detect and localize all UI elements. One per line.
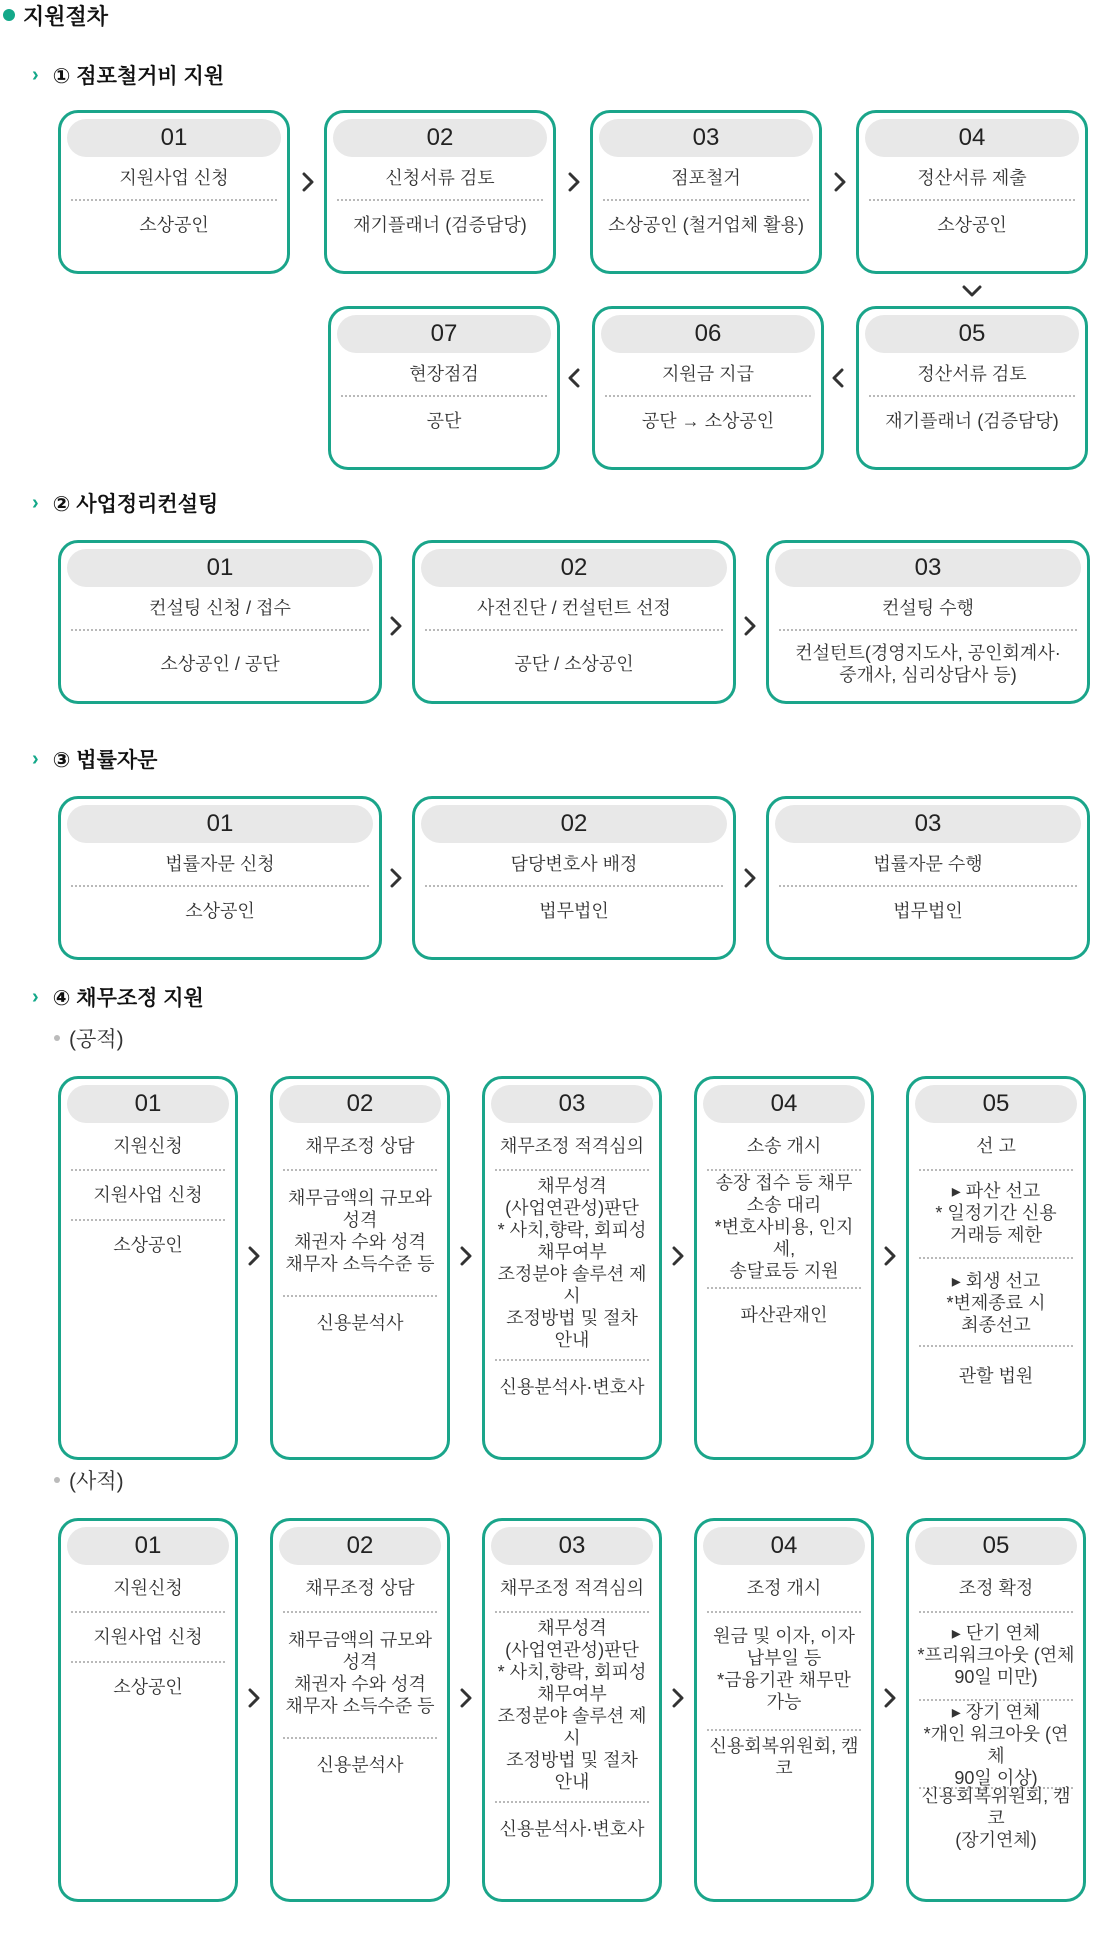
chevron-left-icon xyxy=(562,363,586,393)
chevron-right-icon xyxy=(242,1683,266,1713)
subsection-label-text: (공적) xyxy=(69,1028,124,1051)
step-number: 05 xyxy=(865,315,1079,353)
subsection-label-private xyxy=(54,1465,124,1495)
process-step-card xyxy=(766,540,1090,704)
step-who: 소상공인 xyxy=(113,1235,183,1255)
process-step-card xyxy=(324,110,556,274)
step-number: 04 xyxy=(865,119,1079,157)
step-who: 신용분석사·변호사 xyxy=(499,1819,645,1839)
process-step-card xyxy=(694,1518,874,1902)
step-number: 02 xyxy=(421,805,727,843)
step-task: 채무조정 적격심의 xyxy=(499,1136,645,1156)
dotted-divider xyxy=(707,1729,861,1731)
step-number: 01 xyxy=(67,549,373,587)
chevron-right-icon xyxy=(562,167,586,197)
page-title xyxy=(0,0,108,30)
step-who: 법무법인 xyxy=(893,901,963,921)
bullet-dot-icon xyxy=(3,9,15,21)
dotted-divider xyxy=(919,1169,1073,1171)
process-step-card xyxy=(58,110,290,274)
step-detail: 송장 접수 등 채무 소송 대리 *변호사비용, 인지세, 송달료등 지원 xyxy=(714,1173,854,1281)
step-task: 지원금 지급 xyxy=(662,364,754,384)
process-step-card xyxy=(270,1076,450,1460)
step-who: 공단 xyxy=(426,411,462,431)
step-task: 채무조정 상담 xyxy=(305,1578,415,1598)
dotted-divider xyxy=(707,1611,861,1613)
step-who: 공단 → 소상공인 xyxy=(641,411,775,431)
process-step-card xyxy=(694,1076,874,1460)
dotted-divider xyxy=(341,395,547,397)
step-who: 소상공인 xyxy=(185,901,255,921)
dotted-divider xyxy=(71,1661,225,1663)
process-step-card xyxy=(592,306,824,470)
section-title-1 xyxy=(32,60,224,90)
dotted-divider xyxy=(71,1169,225,1171)
step-number: 01 xyxy=(67,119,281,157)
step-task: 조정 확정 xyxy=(958,1578,1034,1598)
dotted-divider xyxy=(283,1611,437,1613)
step-detail: ▸ 파산 선고 * 일정기간 신용 거래등 제한 xyxy=(935,1181,1057,1245)
chevron-right-icon: › xyxy=(32,985,39,1008)
step-task: 소송 개시 xyxy=(746,1136,822,1156)
step-number: 01 xyxy=(67,1085,229,1123)
step-number: 02 xyxy=(333,119,547,157)
step-detail: 지원사업 신청 xyxy=(93,1627,203,1647)
step-detail: 지원사업 신청 xyxy=(93,1185,203,1205)
chevron-right-icon xyxy=(384,611,408,641)
dotted-divider xyxy=(869,395,1075,397)
step-number: 06 xyxy=(601,315,815,353)
step-task: 법률자문 수행 xyxy=(873,854,983,874)
step-task: 점포철거 xyxy=(671,168,741,188)
dotted-divider xyxy=(283,1169,437,1171)
step-number: 07 xyxy=(337,315,551,353)
bullet-dot-icon xyxy=(54,1035,60,1041)
section-title-text: ④ 채무조정 지원 xyxy=(52,987,204,1010)
dotted-divider xyxy=(425,885,723,887)
step-who: 소상공인 xyxy=(937,215,1007,235)
step-detail: 원금 및 이자, 이자 납부일 등 *금융기관 채무만 가능 xyxy=(713,1626,855,1712)
step-number: 03 xyxy=(491,1085,653,1123)
dotted-divider xyxy=(919,1611,1073,1613)
dotted-divider xyxy=(71,1611,225,1613)
dotted-divider xyxy=(919,1257,1073,1259)
step-detail: 채무금액의 규모와 성격 채권자 수와 성격 채무자 소득수준 등 xyxy=(285,1188,435,1274)
step-number: 03 xyxy=(491,1527,653,1565)
step-task: 지원신청 xyxy=(113,1136,183,1156)
process-step-card xyxy=(906,1518,1086,1902)
step-number: 02 xyxy=(279,1085,441,1123)
section-title-2 xyxy=(32,488,218,518)
step-number: 05 xyxy=(915,1085,1077,1123)
step-detail: 채무금액의 규모와 성격 채권자 수와 성격 채무자 소득수준 등 xyxy=(285,1630,435,1716)
step-task: 정산서류 제출 xyxy=(917,168,1027,188)
step-number: 02 xyxy=(279,1527,441,1565)
process-step-card xyxy=(482,1076,662,1460)
process-step-card xyxy=(856,110,1088,274)
step-who: 신용분석사 xyxy=(316,1755,404,1775)
step-number: 03 xyxy=(775,549,1081,587)
process-step-card xyxy=(58,796,382,960)
dotted-divider xyxy=(707,1287,861,1289)
subsection-label-text: (사적) xyxy=(69,1470,124,1493)
bullet-dot-icon xyxy=(54,1477,60,1483)
step-task: 현장점검 xyxy=(409,364,479,384)
step-task: 신청서류 검토 xyxy=(385,168,495,188)
step-who: 컨설턴트(경영지도사, 공인회계사· 중개사, 심리상담사 등) xyxy=(795,643,1061,685)
subsection-label-public xyxy=(54,1023,124,1053)
page-title-text: 지원절차 xyxy=(23,3,109,29)
chevron-right-icon: › xyxy=(32,747,39,770)
process-step-card xyxy=(412,796,736,960)
dotted-divider xyxy=(919,1345,1073,1347)
step-detail: 채무성격 (사업연관성)판단 * 사치,향락, 회피성 채무여부 조정분야 솔루션 제시 조정방법 및 절차 안내 xyxy=(497,1618,647,1792)
process-step-card xyxy=(328,306,560,470)
section-title-text: ② 사업정리컨설팅 xyxy=(52,493,219,516)
process-step-card xyxy=(856,306,1088,470)
step-task: 채무조정 적격심의 xyxy=(499,1578,645,1598)
chevron-right-icon xyxy=(878,1683,902,1713)
dotted-divider xyxy=(71,1219,225,1221)
step-detail: ▸ 회생 선고 *변제종료 시 최종선고 xyxy=(946,1271,1046,1335)
step-who: 신용분석사·변호사 xyxy=(499,1377,645,1397)
chevron-right-icon xyxy=(454,1683,478,1713)
process-step-card xyxy=(590,110,822,274)
process-step-card xyxy=(906,1076,1086,1460)
step-detail: ▸ 장기 연체 *개인 워크아웃 (연체 90일 이상) xyxy=(923,1702,1069,1788)
dotted-divider xyxy=(71,885,369,887)
step-who: 관할 법원 xyxy=(958,1366,1034,1386)
chevron-right-icon xyxy=(296,167,320,197)
process-step-card xyxy=(412,540,736,704)
dotted-divider xyxy=(495,1611,649,1613)
dotted-divider xyxy=(603,199,809,201)
section-title-text: ① 점포철거비 지원 xyxy=(52,65,225,88)
dotted-divider xyxy=(495,1359,649,1361)
step-detail: 채무성격 (사업연관성)판단 * 사치,향락, 회피성 채무여부 조정분야 솔루션 제시 조정방법 및 절차 안내 xyxy=(497,1176,647,1350)
step-who: 소상공인 / 공단 xyxy=(160,654,280,674)
section-title-3 xyxy=(32,744,157,774)
step-task: 선 고 xyxy=(976,1136,1016,1156)
chevron-right-icon xyxy=(828,167,852,197)
step-who: 재기플래너 (검증담당) xyxy=(885,411,1059,431)
step-who: 소상공인 xyxy=(139,215,209,235)
step-task: 담당변호사 배정 xyxy=(510,854,638,874)
chevron-down-icon xyxy=(957,279,987,303)
dotted-divider xyxy=(707,1169,861,1171)
dotted-divider xyxy=(779,629,1077,631)
chevron-right-icon xyxy=(666,1241,690,1271)
process-step-card xyxy=(766,796,1090,960)
step-who: 법무법인 xyxy=(539,901,609,921)
step-number: 01 xyxy=(67,805,373,843)
step-number: 04 xyxy=(703,1527,865,1565)
step-task: 컨설팅 수행 xyxy=(882,598,974,618)
chevron-right-icon xyxy=(878,1241,902,1271)
dotted-divider xyxy=(605,395,811,397)
process-step-card xyxy=(58,1076,238,1460)
step-task: 지원사업 신청 xyxy=(119,168,229,188)
step-who: 재기플래너 (검증담당) xyxy=(353,215,527,235)
step-who: 소상공인 (철거업체 활용) xyxy=(608,215,804,235)
dotted-divider xyxy=(337,199,543,201)
step-number: 05 xyxy=(915,1527,1077,1565)
process-step-card xyxy=(58,1518,238,1902)
dotted-divider xyxy=(283,1737,437,1739)
dotted-divider xyxy=(71,629,369,631)
section-title-4 xyxy=(32,982,204,1012)
chevron-right-icon xyxy=(384,863,408,893)
dotted-divider xyxy=(779,885,1077,887)
dotted-divider xyxy=(495,1801,649,1803)
step-detail: ▸ 단기 연체 *프리워크아웃 (연체 90일 미만) xyxy=(917,1623,1075,1687)
chevron-right-icon: › xyxy=(32,63,39,86)
process-step-card xyxy=(58,540,382,704)
step-task: 사전진단 / 컨설턴트 선정 xyxy=(477,598,671,618)
step-who: 공단 / 소상공인 xyxy=(514,654,634,674)
step-task: 정산서류 검토 xyxy=(917,364,1027,384)
chevron-right-icon xyxy=(242,1241,266,1271)
dotted-divider xyxy=(425,629,723,631)
step-number: 03 xyxy=(775,805,1081,843)
step-number: 01 xyxy=(67,1527,229,1565)
step-task: 조정 개시 xyxy=(746,1578,822,1598)
chevron-right-icon: › xyxy=(32,491,39,514)
step-who: 파산관재인 xyxy=(740,1305,828,1325)
step-task: 법률자문 신청 xyxy=(165,854,275,874)
step-number: 02 xyxy=(421,549,727,587)
chevron-right-icon xyxy=(454,1241,478,1271)
dotted-divider xyxy=(869,199,1075,201)
chevron-right-icon xyxy=(738,863,762,893)
chevron-left-icon xyxy=(826,363,850,393)
process-step-card xyxy=(482,1518,662,1902)
dotted-divider xyxy=(71,199,277,201)
step-number: 04 xyxy=(703,1085,865,1123)
chevron-right-icon xyxy=(666,1683,690,1713)
step-task: 컨설팅 신청 / 접수 xyxy=(149,598,291,618)
step-who: 신용회복위원회, 캠코 xyxy=(709,1736,859,1778)
step-who: 신용분석사 xyxy=(316,1313,404,1333)
section-title-text: ③ 법률자문 xyxy=(52,749,158,772)
dotted-divider xyxy=(495,1169,649,1171)
step-task: 채무조정 상담 xyxy=(305,1136,415,1156)
step-number: 03 xyxy=(599,119,813,157)
dotted-divider xyxy=(283,1295,437,1297)
step-who: 신용회복위원회, 캠코 (장기연체) xyxy=(921,1786,1071,1850)
process-step-card xyxy=(270,1518,450,1902)
chevron-right-icon xyxy=(738,611,762,641)
step-who: 소상공인 xyxy=(113,1677,183,1697)
step-task: 지원신청 xyxy=(113,1578,183,1598)
